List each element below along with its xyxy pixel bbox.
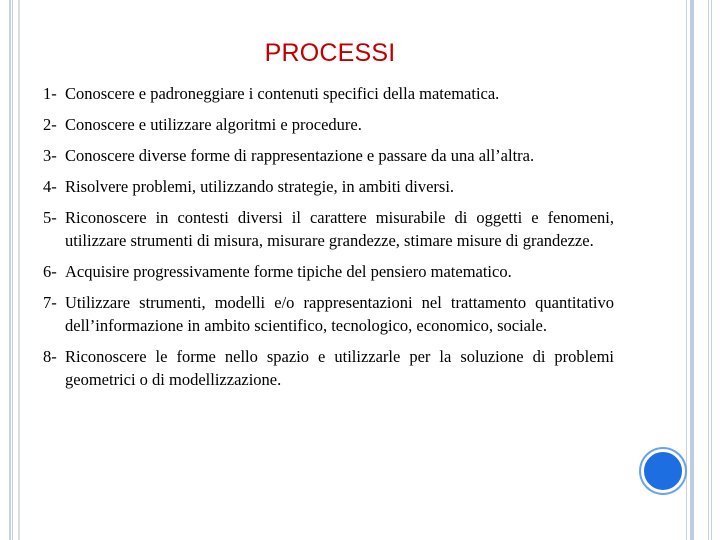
item-number: 6- (43, 262, 57, 281)
left-border-line (12, 0, 13, 540)
item-text: Risolvere problemi, utilizzando strategie, in ambiti diversi. (65, 177, 455, 196)
process-list (43, 82, 614, 399)
item-text: Acquisire progressivamente forme tipiche del pensiero matematico. (65, 262, 512, 281)
item-number: 2- (43, 115, 57, 134)
item-number: 4- (43, 177, 57, 196)
item-text: Riconoscere le forme nello spazio e utilizzarle per la soluzione di problemi geometrici o di modellizzazione. (65, 347, 614, 389)
right-border-line (686, 0, 687, 540)
item-text: Conoscere e utilizzare algoritmi e procedure. (65, 115, 362, 134)
item-text: Conoscere diverse forme di rappresentazione e passare da una all’altra. (65, 146, 535, 165)
list-item (43, 345, 614, 391)
right-border-line (708, 0, 709, 540)
item-text: Utilizzare strumenti, modelli e/o rappresentazioni nel trattamento quantitativo dell’informazione in ambito scientifico, tecnologico, economico, sociale. (65, 293, 614, 335)
list-item (43, 291, 614, 337)
item-text: Conoscere e padroneggiare i contenuti specifici della matematica. (65, 84, 500, 103)
decorative-circle-icon (641, 449, 685, 493)
list-item (43, 260, 614, 283)
list-item (43, 206, 614, 252)
item-number: 5- (43, 208, 57, 227)
left-border-line (18, 0, 20, 540)
item-number: 1- (43, 84, 57, 103)
right-border-line (711, 0, 712, 540)
list-item (43, 144, 614, 167)
item-text: Riconoscere in contesti diversi il carattere misurabile di oggetti e fenomeni, utilizzare strumenti di misura, misurare grandezze, stimare misure di grandezze. (65, 208, 614, 250)
list-item (43, 175, 614, 198)
item-number: 7- (43, 293, 57, 312)
list-item (43, 113, 614, 136)
item-number: 3- (43, 146, 57, 165)
right-border-line (690, 0, 694, 540)
list-item (43, 82, 614, 105)
item-number: 8- (43, 347, 57, 366)
left-border-line (9, 0, 11, 540)
slide-title: PROCESSI (264, 39, 396, 67)
